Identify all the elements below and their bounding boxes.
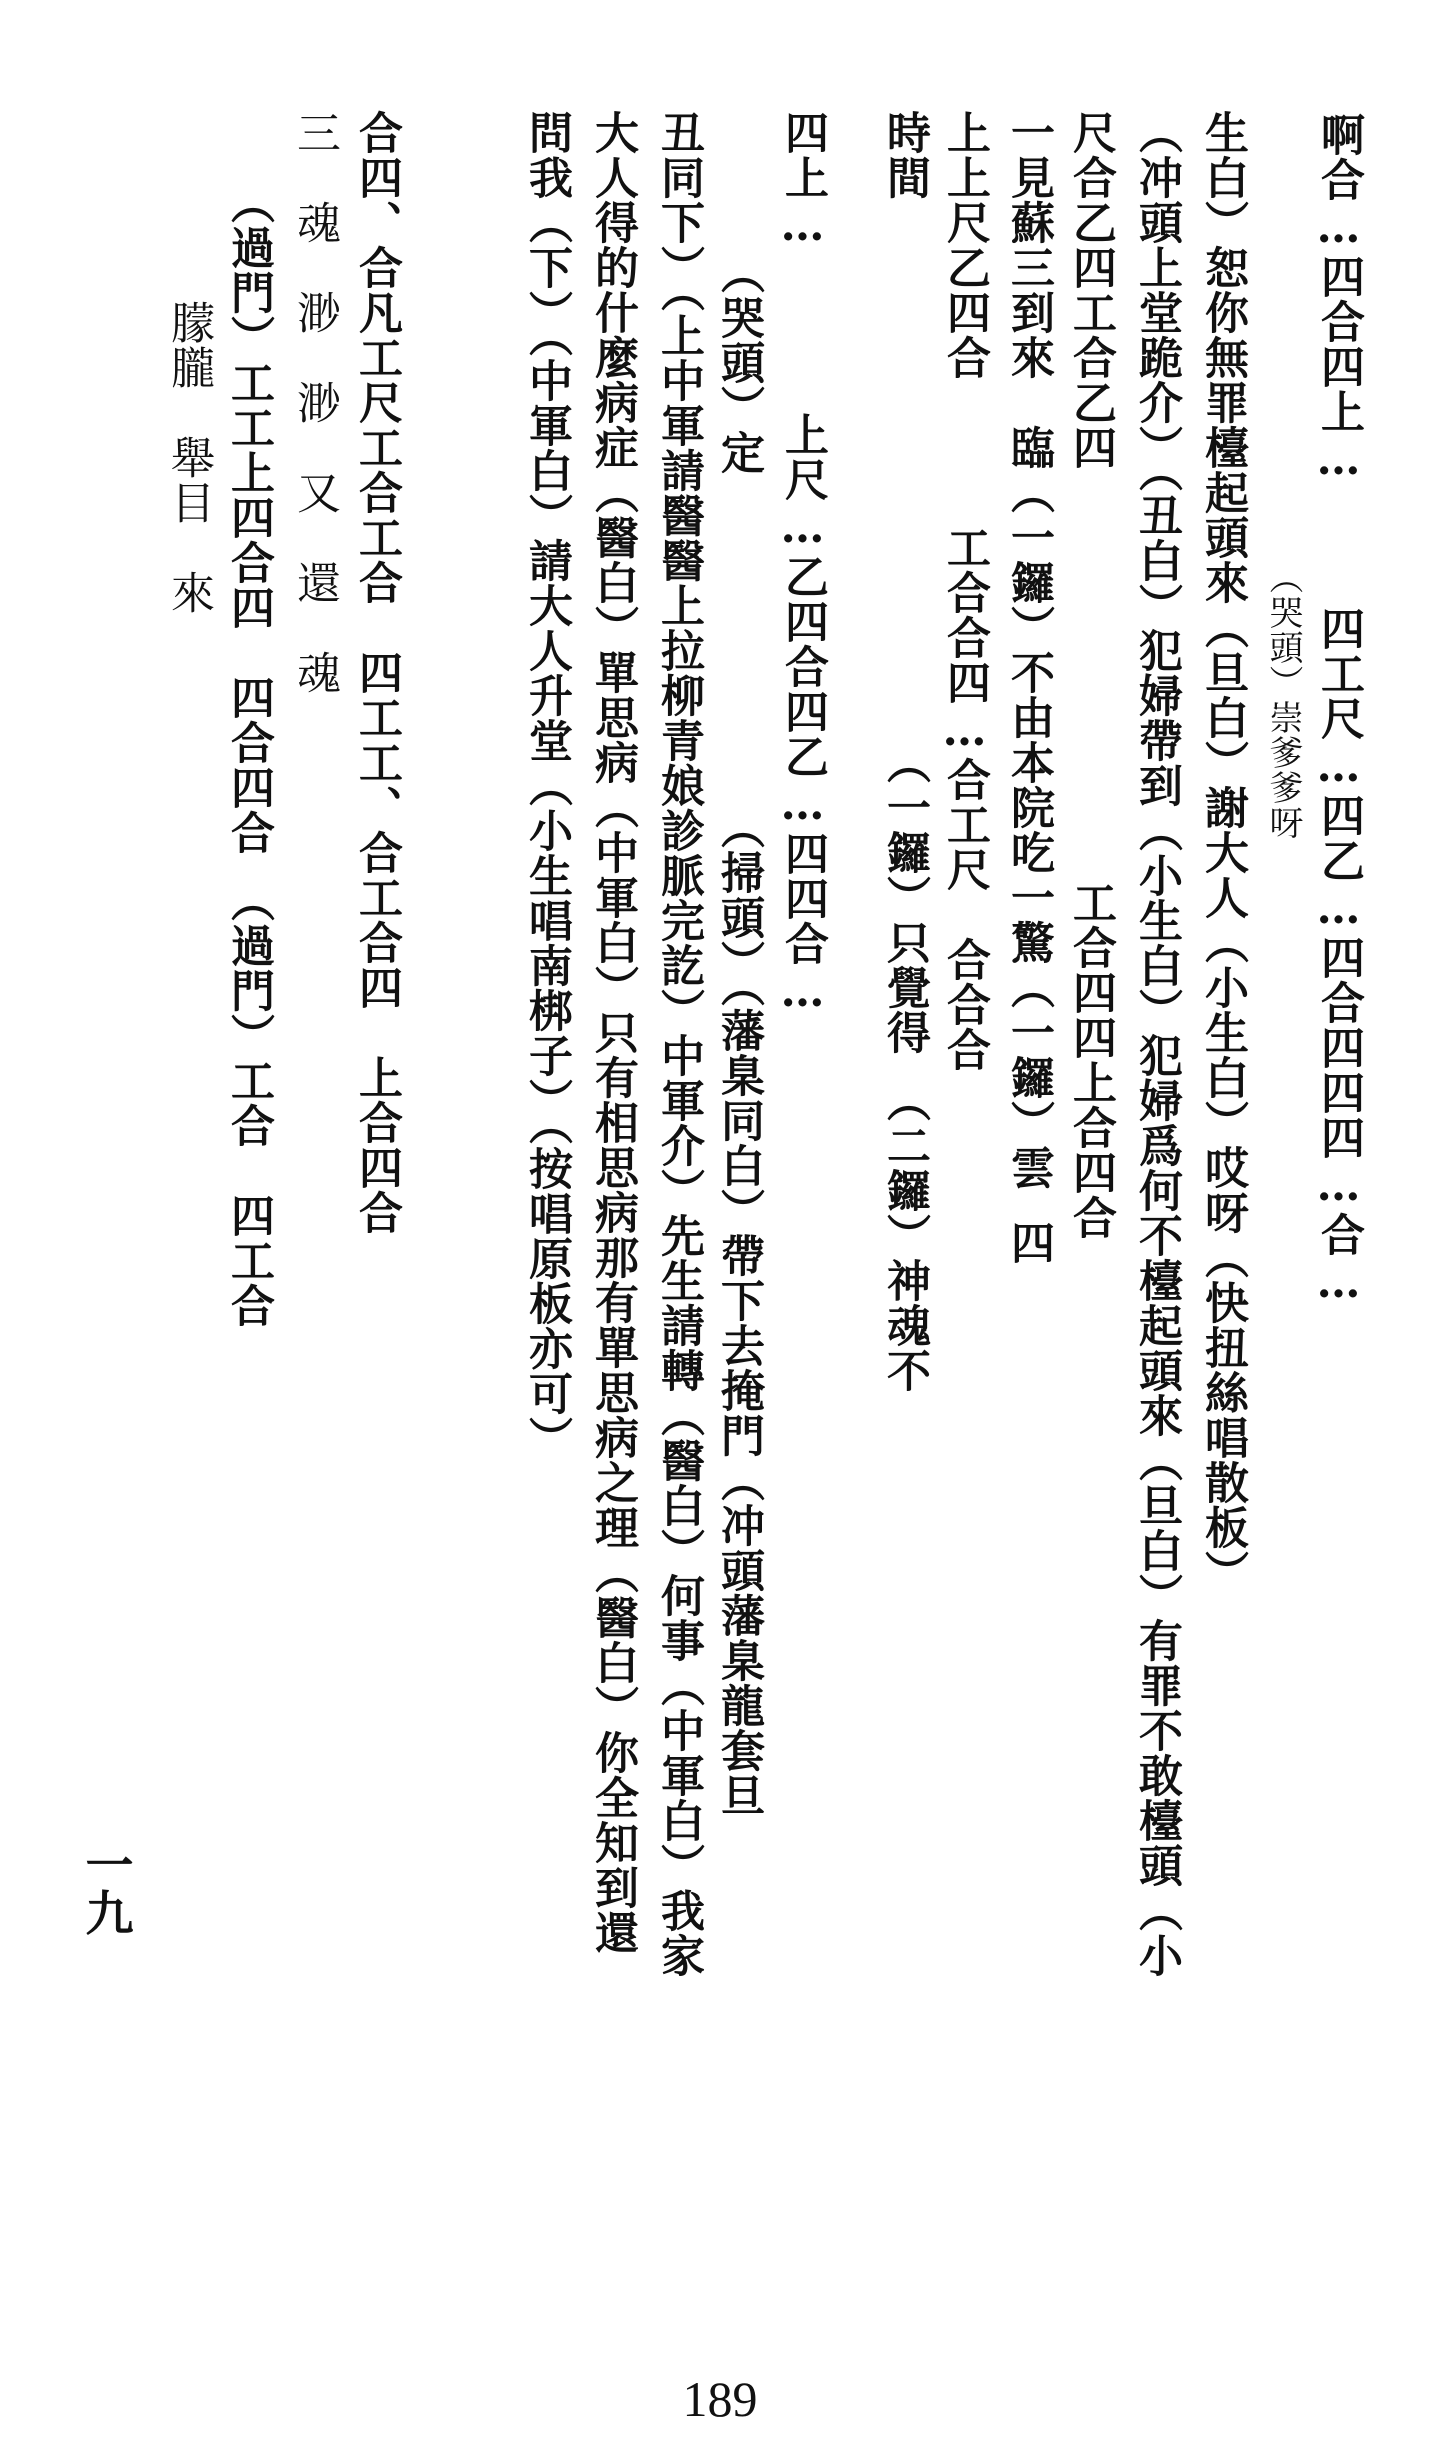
column-15-part-a: 三 魂 渺 渺 又 還 魂 [289, 110, 340, 695]
column-6-part-a: 一見蘇三到來 臨（一鑼）不由本院吃一驚（一鑼）雲 [1003, 110, 1054, 1190]
column-13-part-a: 問我（下）（中軍白）請大人升堂（小生唱南梆子）（按唱原板亦可） [521, 110, 572, 1461]
column-3-part-a: 生白）恕你無罪檯起頭來（旦白）謝大人（小生白）哎呀（快扭絲唱散板） [1197, 110, 1248, 1595]
text-column-4 [1131, 110, 1182, 1978]
column-12-part-a: 大人得的什麼病症（醫白）單思病（中軍白）只有相思病那有單思病之理（醫白）你全知到還 [587, 110, 638, 1955]
text-column-13 [521, 110, 572, 1461]
text-column-16 [223, 180, 274, 1328]
text-column-1 [1313, 112, 1364, 1309]
column-1-part-a: 啊合…四合四上… [1313, 112, 1364, 486]
text-column-7 [939, 110, 990, 1072]
column-5-part-b: 工合四四上合四合 [1065, 880, 1116, 1240]
column-4-part-a: （冲頭上堂跪介）（丑白）犯婦帶到（小生白）犯婦爲何不檯起頭來（旦白）有罪不敢檯頭（小 [1131, 110, 1182, 1978]
column-2-part-a: （哭頭）崇爹爹呀 [1263, 560, 1303, 840]
text-column-10 [713, 250, 764, 1818]
text-column-5 [1065, 110, 1116, 1240]
text-column-14 [351, 110, 402, 1235]
text-column-12 [587, 110, 638, 1955]
column-8-part-a: 時間 [879, 110, 930, 200]
text-column-6 [1003, 110, 1054, 1265]
column-5-part-a: 尺合乙四工合乙四 [1065, 110, 1116, 470]
column-8-part-b: （一鑼）只覺得 （二鑼）神魂不 [879, 740, 930, 1393]
column-7-part-a: 上上尺乙四合 [939, 110, 990, 380]
folio-number: 一九 [77, 1840, 133, 1936]
text-column-3 [1197, 110, 1248, 1595]
column-9-part-b: 上尺…乙四合四乙…四四合… [777, 412, 828, 1018]
column-14-part-a: 合四、合凡工尺工合工合 四工工、合工合四 上合四合 [351, 110, 402, 1235]
column-6-part-b: 四 [1003, 1220, 1054, 1265]
text-column-17 [163, 300, 214, 615]
column-10-part-a: （哭頭）定 [713, 250, 764, 475]
text-column-8 [879, 110, 930, 1393]
text-column-9 [777, 110, 828, 1018]
column-1-part-b: 四工尺…四乙…四合四四四…合… [1313, 606, 1364, 1309]
column-9-part-a: 四上… [777, 110, 828, 252]
text-column-15 [289, 110, 340, 695]
column-11-part-a: 丑同下）（上中軍請醫醫上拉柳青娘診脈完訖）中軍介）先生請轉（醫白）何事（中軍白）我家 [653, 110, 704, 1978]
column-17-part-a: 朦朧 舉目 來 [163, 300, 214, 615]
page-number: 189 [682, 2371, 758, 2427]
column-7-part-b: 工合合四…合工尺 合合合 [939, 525, 990, 1072]
text-column-2 [1263, 560, 1303, 840]
text-column-11 [653, 110, 704, 1978]
column-10-part-b: （掃頭）（藩臬同白）帶下去掩門（冲頭藩臬龍套旦 [713, 805, 764, 1818]
column-16-part-a: （過門）工工上四合四 四合四合 （過門）工合 四工合 [223, 180, 274, 1328]
